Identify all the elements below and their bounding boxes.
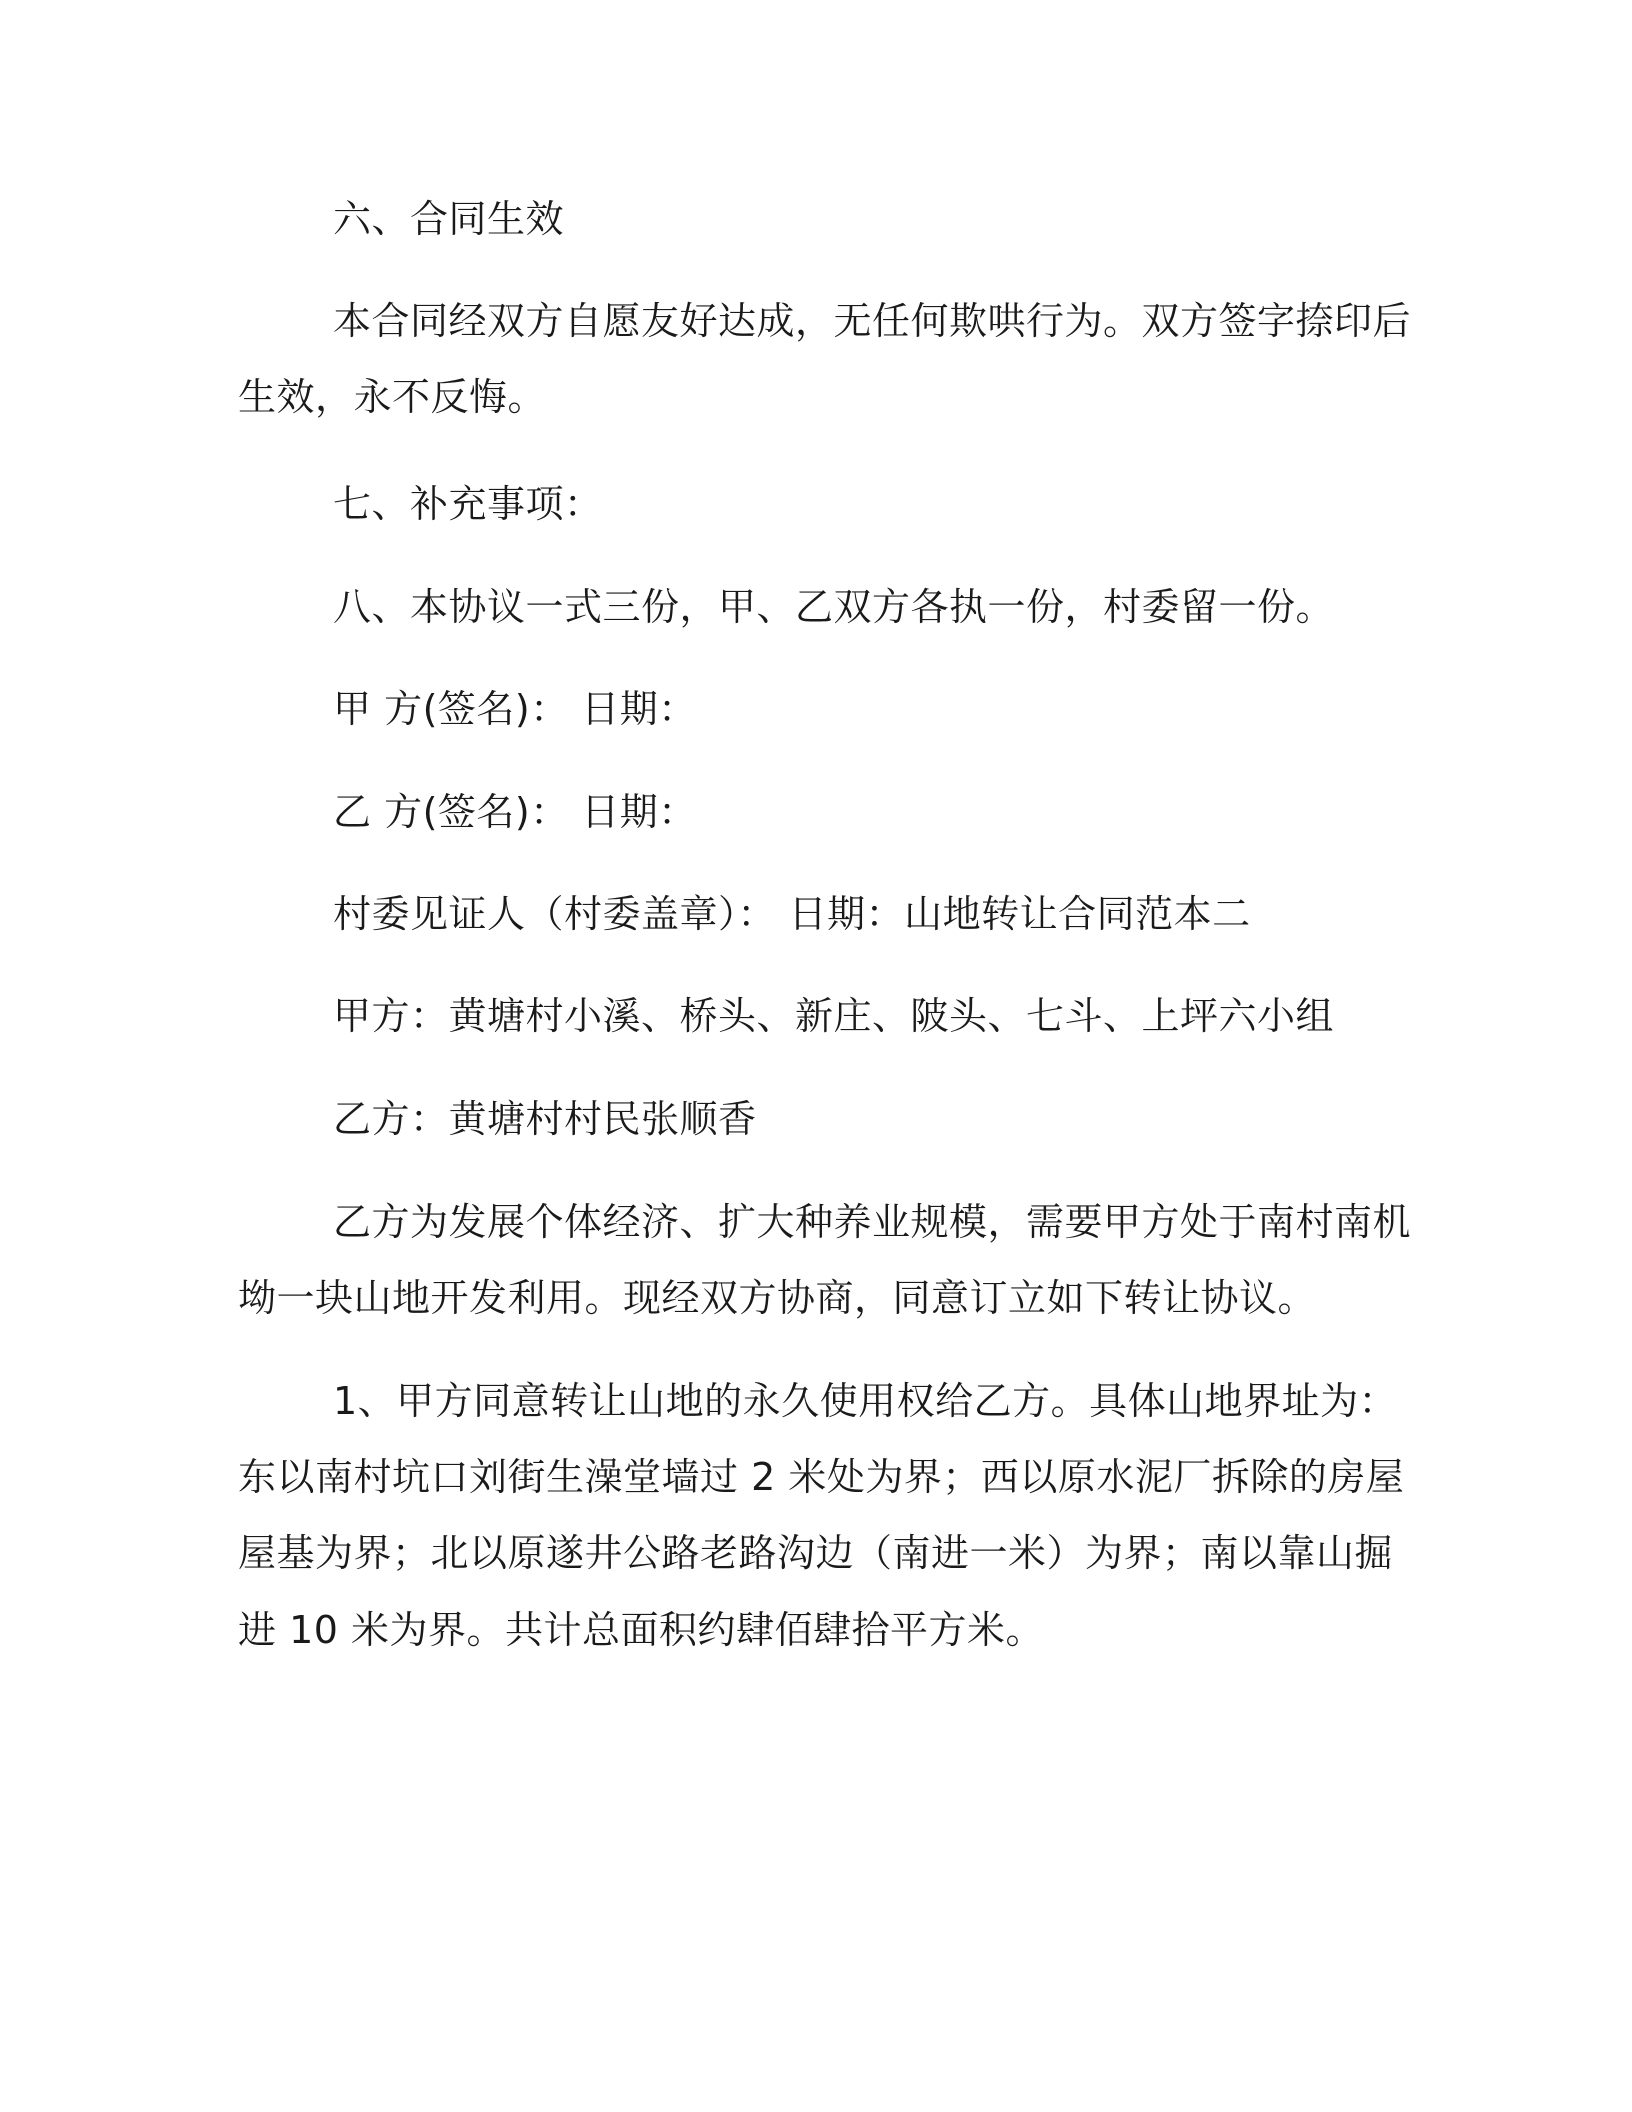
clause-1-line4: 进 10 米为界。共计总面积约肆佰肆拾平方米。	[238, 1608, 1045, 1652]
party-a-name: 甲方：黄塘村小溪、桥头、新庄、陂头、七斗、上坪六小组	[333, 994, 1335, 1038]
party-b-signature-line: 乙 方(签名)： 日期：	[333, 790, 697, 834]
section-6-body-line1: 本合同经双方自愿友好达成，无任何欺哄行为。双方签字捺印后	[333, 299, 1412, 343]
witness-line: 村委见证人（村委盖章）： 日期：山地转让合同范本二	[333, 892, 1251, 936]
clause-1-line2: 东以南村坑口刘街生澡堂墙过 2 米处为界；西以原水泥厂拆除的房屋	[238, 1455, 1405, 1499]
party-a-signature-line: 甲 方(签名)： 日期：	[333, 687, 697, 731]
party-b-name: 乙方：黄塘村村民张顺香	[333, 1097, 757, 1141]
section-6-heading: 六、合同生效	[333, 197, 565, 241]
intro-line2: 坳一块山地开发利用。现经双方协商，同意订立如下转让协议。	[238, 1276, 1317, 1320]
clause-1-line1: 1、甲方同意转让山地的永久使用权给乙方。具体山地界址为：	[333, 1379, 1398, 1423]
section-7-heading: 七、补充事项：	[333, 482, 603, 526]
intro-line1: 乙方为发展个体经济、扩大种养业规模，需要甲方处于南村南机	[333, 1200, 1412, 1244]
section-6-body-line2: 生效，永不反悔。	[238, 375, 547, 419]
clause-1-line3: 屋基为界；北以原遂井公路老路沟边（南进一米）为界；南以靠山掘	[238, 1531, 1394, 1575]
section-8-text: 八、本协议一式三份，甲、乙双方各执一份，村委留一份。	[333, 585, 1335, 629]
